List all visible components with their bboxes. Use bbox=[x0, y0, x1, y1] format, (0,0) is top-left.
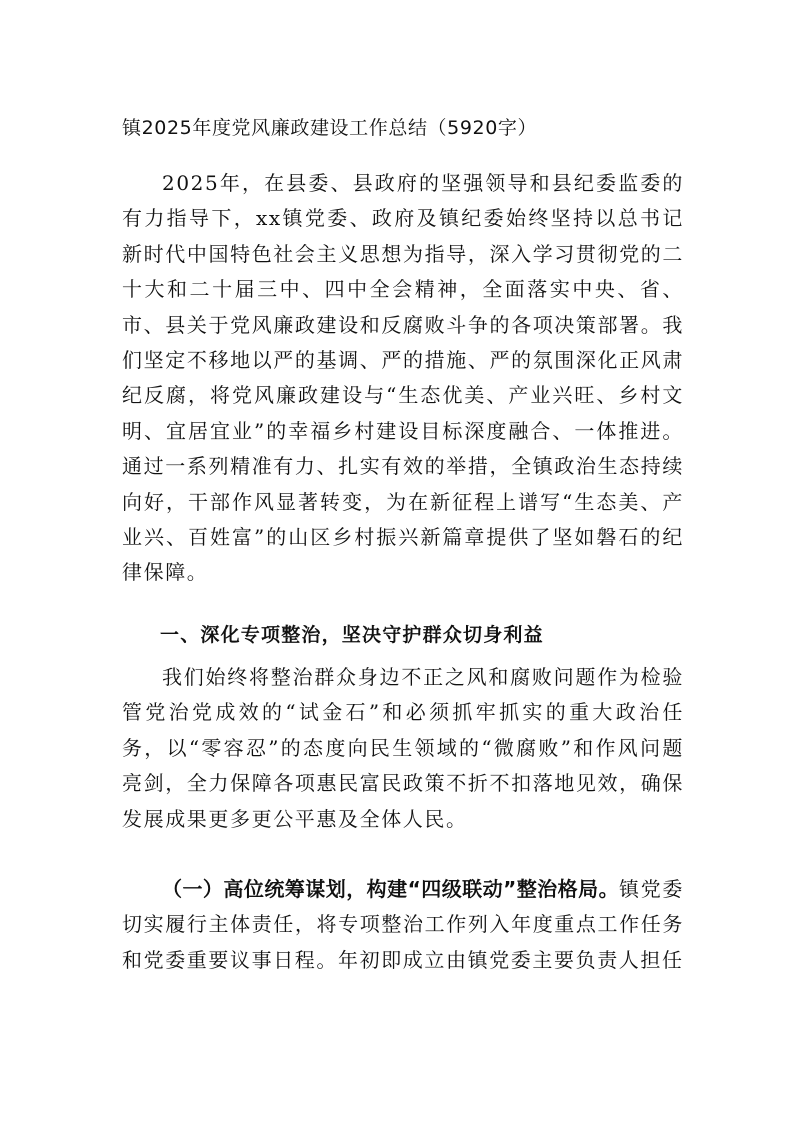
paragraph-section-intro: 我们始终将整治群众身边不正之风和腐败问题作为检验管党治党成效的“试金石”和必须抓牢抓实的重大政治任务，以“零容忍”的态度向民生领域的“微腐败”和作风问题亮剑，全力保障各项惠民富民政策不折不扣落地见效，确保发展成果更多更公平惠及全体人民。 bbox=[122, 665, 684, 831]
subsection-heading: （一）高位统筹谋划，构建“四级联动”整治格局。 bbox=[162, 877, 620, 901]
document-title: 镇2025年度党风廉政建设工作总结（5920字） bbox=[122, 117, 538, 139]
paragraph-subsection bbox=[122, 872, 684, 978]
subsection-body: 镇党委切实履行主体责任，将专项整治工作列入年度重点工作任务和党委重要议事日程。年初即成立由镇党委主要负责人担任 bbox=[122, 877, 684, 972]
paragraph-intro: 2025年，在县委、县政府的坚强领导和县纪委监委的有力指导下，xx镇党委、政府及镇纪委始终坚持以总书记新时代中国特色社会主义思想为指导，深入学习贯彻党的二十大和二十届三中、四中全会精神，全面落实中央、省、市、县关于党风廉政建设和反腐败斗争的各项决策部署。我们坚定不移地以严的基调、严的措施、严的氛围深化正风肃纪反腐，将党风廉政建设与“生态优美、产业兴旺、乡村文明、宜居宜业”的幸福乡村建设目标深度融合、一体推进。通过一系列精准有力、扎实有效的举措，全镇政治生态持续向好，干部作风显著转变，为在新征程上谱写“生态美、产业兴、百姓富”的山区乡村振兴新篇章提供了坚如磐石的纪律保障。 bbox=[122, 171, 684, 585]
section-heading: 一、深化专项整治，坚决守护群众切身利益 bbox=[160, 624, 544, 646]
